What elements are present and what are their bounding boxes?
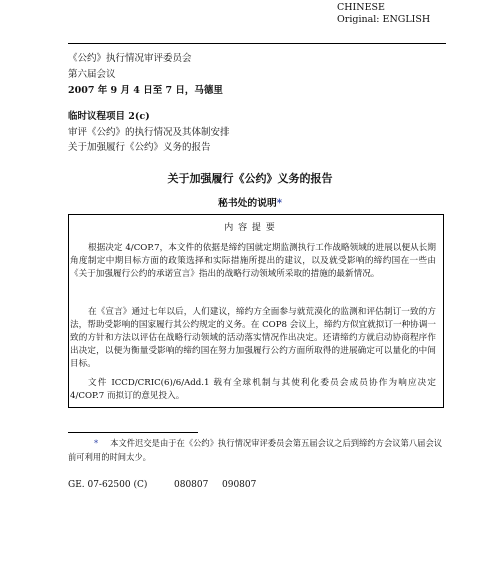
session-label: 第六届会议: [68, 69, 116, 80]
header-rule: [68, 43, 446, 44]
footnote-mark: *: [94, 438, 99, 448]
document-subtitle: [0, 195, 500, 209]
footnote-text: 本文件迟交是由于在《公约》执行情况审评委员会第五届会议之后到缔约方会议第八届会议前可利用的时间太少。: [68, 438, 443, 462]
agenda-item: 临时议程项目 2(c): [68, 111, 150, 122]
document-code: GE. 07-62500 (C): [68, 480, 148, 490]
summary-paragraph-3: 文件 ICCD/CRIC(6)/6/Add.1 载有全球机制与其使利化委员会成员协作为响应决定 4/COP.7 而拟订的意见投入。: [70, 378, 436, 401]
agenda-line-2: 关于加强履行《公约》义务的报告: [68, 142, 211, 153]
subtitle-text: 秘书处的说明: [218, 198, 277, 209]
summary-paragraph-1: 根据决定 4/COP.7，本文件的依据是缔约国就定期监测执行工作战略领域的进展以便从长期角度制定中期目标方面的政策选择和实际措施所提出的建议，以及就受影响的缔约国在一些由《关于加强履行公约的承诺宣言》指出的战略行动领域所采取的措施的最新情况。: [70, 243, 436, 279]
document-number-2: 090807: [222, 480, 257, 490]
committee-name: 《公约》执行情况审评委员会: [68, 53, 192, 64]
document-title: 关于加强履行《公约》义务的报告: [167, 172, 333, 185]
summary-heading: 内 容 提 要: [224, 223, 276, 233]
session-dates: 2007 年 9 月 4 日至 7 日，马德里: [68, 85, 223, 96]
footnote-marker: *: [276, 198, 282, 209]
original-language-label: Original: ENGLISH: [337, 14, 431, 25]
summary-paragraph-2: 在《宣言》通过七年以后，人们建议，缔约方全面参与就荒漠化的监测和评估制订一致的方法，帮助受影响的国家履行其公约规定的义务。在 COP8 会议上，缔约方似宜就拟订一种协调一致的方针和方法以评估在战略行动领域的活动落实情况作出决定。还请缔约方就启动协商程序作出决定，以便为衡量受影响的缔约国在努力加强履行公约方面所取得的进展确定可以量化的中间目标。: [70, 307, 436, 369]
language-label: CHINESE: [337, 2, 385, 13]
footnote: [68, 436, 448, 464]
footnote-rule: [68, 432, 198, 433]
agenda-line-1: 审评《公约》的执行情况及其体制安排: [68, 127, 230, 138]
document-number-1: 080807: [174, 480, 209, 490]
